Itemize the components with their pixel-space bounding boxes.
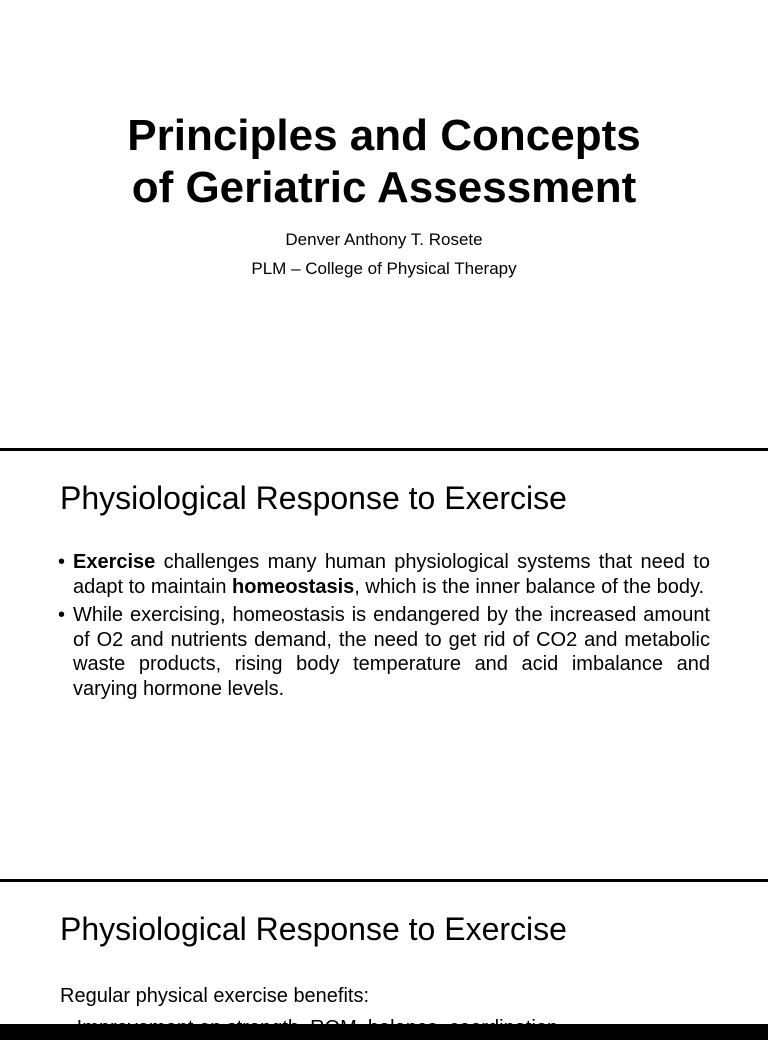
sub-bullet-text: – Improvement on strength, ROM, balance, coordination bbox=[60, 1017, 559, 1039]
term-exercise: Exercise bbox=[73, 551, 156, 573]
content-slide-1 bbox=[0, 451, 768, 879]
author-name: Denver Anthony T. Rosete bbox=[285, 230, 483, 249]
title-line-1: Principles and Concepts bbox=[127, 111, 641, 160]
presentation-title bbox=[0, 110, 768, 214]
term-homeostasis: homeostasis bbox=[232, 575, 355, 598]
title-slide bbox=[0, 0, 768, 448]
bullet-dot-icon: • bbox=[58, 551, 66, 573]
slide-heading: Physiological Response to Exercise bbox=[60, 911, 567, 947]
bullet-list bbox=[58, 550, 710, 705]
intro-text: Regular physical exercise benefits: bbox=[60, 985, 370, 1007]
bullet-text: , which is the inner balance of the body. bbox=[354, 575, 705, 598]
author-affiliation: PLM – College of Physical Therapy bbox=[251, 259, 517, 278]
bullet-dot-icon: • bbox=[58, 604, 66, 626]
bullet-text: While exercising, homeostasis is endangered by the increased amount of O2 and nutrients demand, the need to get rid of CO2 and metabolic waste products, rising body temperature and acid imbalance and varying hormone levels. bbox=[73, 604, 710, 700]
bullet-text: challenges many human physiological systems that need to adapt to maintain bbox=[73, 551, 710, 598]
slide-heading: Physiological Response to Exercise bbox=[60, 480, 567, 516]
bullet-item bbox=[58, 603, 710, 701]
title-line-2: of Geriatric Assessment bbox=[131, 163, 637, 212]
bullet-item bbox=[58, 550, 710, 599]
content-slide-2 bbox=[0, 882, 768, 1039]
